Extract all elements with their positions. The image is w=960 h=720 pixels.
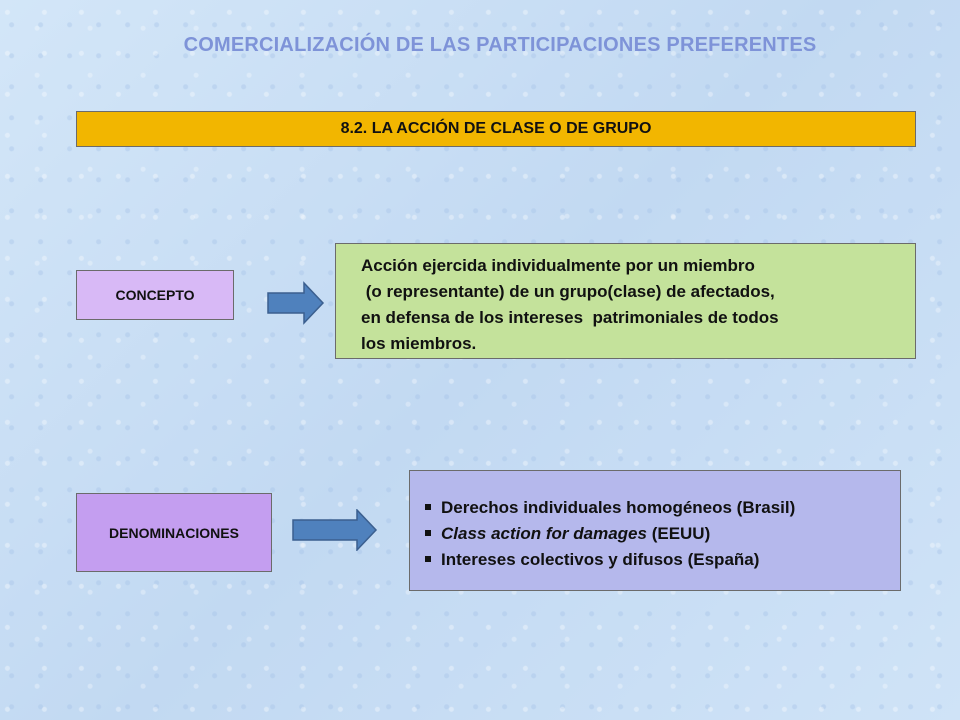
list-item — [425, 547, 892, 573]
concepto-line: los miembros. — [361, 334, 477, 353]
list-item — [425, 495, 892, 521]
concepto-line: Acción ejercida individualmente por un miembro — [361, 256, 755, 275]
denominaciones-label-box — [76, 493, 272, 572]
concepto-label: CONCEPTO — [115, 287, 195, 303]
bullet-square-icon — [425, 556, 431, 562]
denominaciones-label: DENOMINACIONES — [109, 524, 239, 541]
concepto-line: (o representante) de un grupo(clase) de afectados, — [361, 282, 775, 301]
concepto-definition-box — [335, 243, 916, 359]
concepto-line: en defensa de los intereses patrimoniales de todos — [361, 308, 779, 327]
list-item-italic-text: Class action for damages — [441, 524, 647, 543]
bullet-square-icon — [425, 530, 431, 536]
section-header — [76, 111, 916, 147]
denominaciones-list-box — [409, 470, 901, 591]
bullet-square-icon — [425, 504, 431, 510]
slide-title: COMERCIALIZACIÓN DE LAS PARTICIPACIONES PREFERENTES — [183, 34, 817, 56]
section-header-text: 8.2. LA ACCIÓN DE CLASE O DE GRUPO — [340, 120, 652, 137]
concepto-arrow-icon — [266, 281, 326, 325]
list-item — [425, 521, 892, 547]
concepto-label-box — [76, 270, 234, 320]
list-item-text: Derechos individuales homogéneos (Brasil) — [441, 498, 796, 517]
list-item-text: (EEUU) — [646, 524, 711, 543]
denominaciones-arrow-icon — [291, 509, 379, 551]
list-item-text: Intereses colectivos y difusos (España) — [441, 550, 760, 569]
